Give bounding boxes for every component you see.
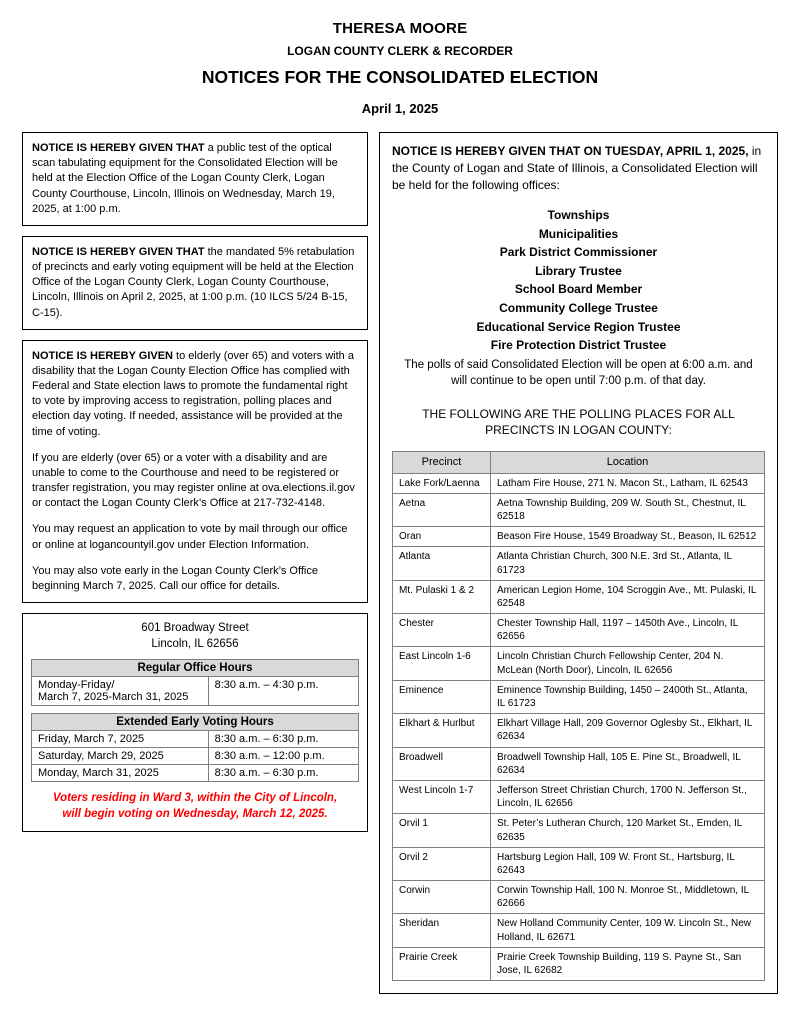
office-item: School Board Member xyxy=(514,282,643,297)
office-address xyxy=(31,621,359,652)
location-cell: Lincoln Christian Church Fellowship Center, 204 N. McLean (North Door), Lincoln, IL 62656 xyxy=(491,647,765,680)
extended-hours-row xyxy=(32,765,359,782)
office-item: Community College Trustee xyxy=(499,301,658,316)
location-cell: St. Peter’s Lutheran Church, 120 Market St., Emden, IL 62635 xyxy=(491,814,765,847)
polling-row xyxy=(393,847,765,880)
regular-hours-table xyxy=(31,659,359,706)
location-cell: Chester Township Hall, 1197 – 1450th Ave., Lincoln, IL 62656 xyxy=(491,614,765,647)
polling-row xyxy=(393,947,765,980)
hours-day-cell: Monday, March 31, 2025 xyxy=(32,765,209,782)
polling-row xyxy=(393,814,765,847)
location-cell: Atlanta Christian Church, 300 N.E. 3rd St., Atlanta, IL 61723 xyxy=(491,547,765,580)
extended-hours-table xyxy=(31,713,359,782)
hours-day-cell xyxy=(32,677,209,706)
office-item: Fire Protection District Trustee xyxy=(490,338,667,353)
notice-equipment-test-text xyxy=(32,141,358,217)
notice-equipment-test-box xyxy=(22,132,368,226)
hours-time-cell: 8:30 a.m. – 6:30 p.m. xyxy=(208,765,358,782)
polling-row xyxy=(393,473,765,493)
precinct-cell: Aetna xyxy=(393,493,491,526)
polling-row xyxy=(393,580,765,613)
notice-lead: NOTICE IS HEREBY GIVEN THAT xyxy=(32,142,205,154)
precinct-cell: Orvil 2 xyxy=(393,847,491,880)
right-column xyxy=(379,132,778,994)
polling-row xyxy=(393,614,765,647)
location-cell: Jefferson Street Christian Church, 1700 N. Jefferson St., Lincoln, IL 62656 xyxy=(491,780,765,813)
location-cell: Hartsburg Legion Hall, 109 W. Front St., Hartsburg, IL 62643 xyxy=(491,847,765,880)
extended-hours-row xyxy=(32,748,359,765)
location-cell: American Legion Home, 104 Scroggin Ave., Mt. Pulaski, IL 62548 xyxy=(491,580,765,613)
polling-row xyxy=(393,714,765,747)
notice-body: in the County of Logan and State of Illinois, a Consolidated Election will be held for the following offices: xyxy=(392,144,762,193)
precinct-cell: West Lincoln 1-7 xyxy=(393,780,491,813)
precinct-cell: Mt. Pulaski 1 & 2 xyxy=(393,580,491,613)
clerk-name: THERESA MOORE xyxy=(332,20,468,37)
poll-hours-text: The polls of said Consolidated Election will be open at 6:00 a.m. and will continue to be open until 7:00 p.m. of that day. xyxy=(404,358,753,388)
hours-time-cell: 8:30 a.m. – 12:00 p.m. xyxy=(208,748,358,765)
office-item: Municipalities xyxy=(538,226,619,241)
polling-row xyxy=(393,914,765,947)
regular-hours-header: Regular Office Hours xyxy=(32,660,359,677)
notice-lead: NOTICE IS HEREBY GIVEN THAT ON TUESDAY, APRIL 1, 2025, xyxy=(392,144,749,158)
election-date: April 1, 2025 xyxy=(361,101,439,116)
precinct-cell: Lake Fork/Laenna xyxy=(393,473,491,493)
polling-places-table xyxy=(392,451,765,981)
accessibility-paragraph-2: If you are elderly (over 65) or a voter with a disability and are unable to come to the Courthouse and need to be registered or transfer registration, you may register online at ova.elections.il.gov or contact the Logan County Clerk’s Office at 217-732-4148. xyxy=(32,451,355,510)
notice-accessibility-box xyxy=(22,340,368,603)
office-item: Educational Service Region Trustee xyxy=(476,319,681,334)
notice-body: the mandated 5% retabulation of precincts and early voting equipment will be held at the Election Office of the Logan County Clerk, Logan County Courthouse, Lincoln, Illinois on April 2, 2025, at 1:00 p.m. (10 ILCS 5/24 B-15, C-15). xyxy=(32,245,355,319)
location-column-header: Location xyxy=(491,452,765,474)
polling-row xyxy=(393,881,765,914)
location-cell: Beason Fire House, 1549 Broadway St., Beason, IL 62512 xyxy=(491,527,765,547)
polling-row xyxy=(393,680,765,713)
precinct-cell: Sheridan xyxy=(393,914,491,947)
election-notice-box xyxy=(379,132,778,994)
hours-day-cell: Friday, March 7, 2025 xyxy=(32,731,209,748)
precinct-cell: Orvil 1 xyxy=(393,814,491,847)
office-item: Park District Commissioner xyxy=(499,245,658,260)
polling-places-heading: THE FOLLOWING ARE THE POLLING PLACES FOR ALL PRECINCTS IN LOGAN COUNTY: xyxy=(422,406,735,438)
page-title: NOTICES FOR THE CONSOLIDATED ELECTION xyxy=(201,67,599,87)
extended-hours-header: Extended Early Voting Hours xyxy=(32,714,359,731)
hours-time-cell: 8:30 a.m. – 4:30 p.m. xyxy=(208,677,358,706)
day-line-2: March 7, 2025-March 31, 2025 xyxy=(38,691,189,704)
polling-row xyxy=(393,493,765,526)
notice-retabulation-text xyxy=(32,245,358,321)
ward3-notice-line-2: will begin voting on Wednesday, March 12, 2025. xyxy=(62,807,328,820)
ward3-voting-notice xyxy=(31,791,359,822)
office-hours-box xyxy=(22,613,368,832)
notice-lead: NOTICE IS HEREBY GIVEN xyxy=(32,349,173,362)
location-cell: Broadwell Township Hall, 105 E. Pine St., Broadwell, IL 62634 xyxy=(491,747,765,780)
notice-body: a public test of the optical scan tabulating equipment for the Consolidated Election will be held at the Election Office of the Logan County Clerk, Logan County Courthouse, Lincoln, Illinois on Wednesday, March 19, 2025, at 1:00 p.m. xyxy=(32,142,338,215)
address-line-1: 601 Broadway Street xyxy=(141,622,249,635)
address-line-2: Lincoln, IL 62656 xyxy=(151,637,239,650)
location-cell: Elkhart Village Hall, 209 Governor Oglesby St., Elkhart, IL 62634 xyxy=(491,714,765,747)
polling-row xyxy=(393,780,765,813)
precinct-cell: Elkhart & Hurlbut xyxy=(393,714,491,747)
hours-time-cell: 8:30 a.m. – 6:30 p.m. xyxy=(208,731,358,748)
two-column-layout xyxy=(22,132,778,994)
precinct-cell: Broadwell xyxy=(393,747,491,780)
left-column xyxy=(22,132,368,832)
precinct-column-header: Precinct xyxy=(393,452,491,474)
location-cell: Eminence Township Building, 1450 – 2400th St., Atlanta, IL 61723 xyxy=(491,680,765,713)
page-header xyxy=(22,20,778,116)
precinct-cell: Eminence xyxy=(393,680,491,713)
election-notice-text xyxy=(392,143,765,194)
precinct-cell: Atlanta xyxy=(393,547,491,580)
precinct-cell: Corwin xyxy=(393,881,491,914)
polling-row xyxy=(393,527,765,547)
precinct-cell: Oran xyxy=(393,527,491,547)
day-line-1: Monday-Friday/ xyxy=(38,679,115,692)
notice-body: to elderly (over 65) and voters with a disability that the Logan County Election Office has complied with Federal and State election laws to promote the fundamental right to vote by improving access to registration, polling places and election day voting. If needed, assistance will be provided at the time of voting. xyxy=(32,349,354,438)
offices-list xyxy=(392,206,765,355)
office-item: Townships xyxy=(547,208,610,223)
location-cell: New Holland Community Center, 109 W. Lincoln St., New Holland, IL 62671 xyxy=(491,914,765,947)
office-item: Library Trustee xyxy=(535,263,622,278)
polling-row xyxy=(393,647,765,680)
notice-lead: NOTICE IS HEREBY GIVEN THAT xyxy=(32,245,205,258)
polling-row xyxy=(393,747,765,780)
accessibility-paragraph-3: You may request an application to vote by mail through our office or online at logancountyil.gov under Election Information. xyxy=(32,523,348,551)
ward3-notice-line-1: Voters residing in Ward 3, within the City of Lincoln, xyxy=(52,792,338,805)
accessibility-paragraph-1 xyxy=(32,349,358,440)
polling-table-header-row xyxy=(393,452,765,474)
notice-retabulation-box xyxy=(22,236,368,330)
precinct-cell: Prairie Creek xyxy=(393,947,491,980)
location-cell: Prairie Creek Township Building, 119 S. Payne St., San Jose, IL 62682 xyxy=(491,947,765,980)
location-cell: Latham Fire House, 271 N. Macon St., Latham, IL 62543 xyxy=(491,473,765,493)
clerk-title: LOGAN COUNTY CLERK & RECORDER xyxy=(287,44,513,58)
location-cell: Corwin Township Hall, 100 N. Monroe St., Middletown, IL 62666 xyxy=(491,881,765,914)
extended-hours-row xyxy=(32,731,359,748)
location-cell: Aetna Township Building, 209 W. South St., Chestnut, IL 62518 xyxy=(491,493,765,526)
precinct-cell: Chester xyxy=(393,614,491,647)
regular-hours-row xyxy=(32,677,359,706)
precinct-cell: East Lincoln 1-6 xyxy=(393,647,491,680)
hours-day-cell: Saturday, March 29, 2025 xyxy=(32,748,209,765)
polling-row xyxy=(393,547,765,580)
accessibility-paragraph-4: You may also vote early in the Logan County Clerk’s Office beginning March 7, 2025. Call our office for details. xyxy=(32,564,318,592)
